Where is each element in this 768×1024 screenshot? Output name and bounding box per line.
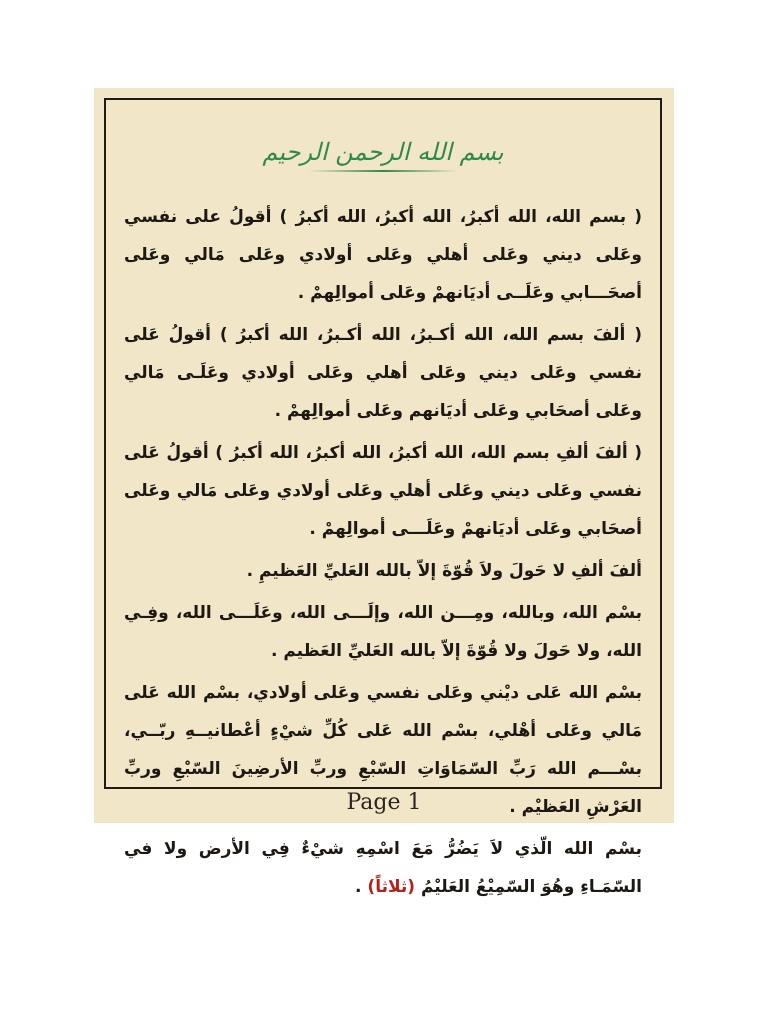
page-number: Page 1 (346, 790, 422, 815)
paragraph-text: بسْم الله الّذي لاَ يَضُرُّ مَعَ اسْمِهِ شيْءٌ فِي الأرض ولا في السّمَـاءِ وهُوَ السّمِيْعُ العَليْمُ (124, 839, 642, 897)
repeat-note: (ثلاثاً) (367, 877, 416, 897)
paragraph-text: ( ألفَ ألفِ بسم الله، الله أكبرُ، الله أكبرُ، الله أكبرُ ) أقولُ عَلى نفسي وعَلى ديني وعَلى أهلي وعَلى أولادي وعَلى مَالي وعَلى أصحَابي وعَلى أديَانهمْ وعَلَـــى أموالِهمْ . (124, 443, 642, 539)
paragraph (124, 434, 642, 548)
calligraphy-flourish (308, 170, 458, 172)
paragraph-end: . (355, 877, 362, 897)
paragraph (124, 198, 642, 312)
paragraph (124, 552, 642, 590)
scanned-page (94, 88, 674, 897)
paragraph-text: ( ألفَ بسم الله، الله أكـبرُ، الله أكـبرُ، الله أكبرُ ) أقولُ عَلى نفسي وعَلى ديني وعَلى أهلي وعَلى أولادي وعَلَـى مَالي وعَلى أصحَابي وعَلى أديَانهم وعَلى أموالِهمْ . (124, 325, 642, 421)
paragraph-text: بسْم الله، وبالله، ومِـــن الله، وإلَـــى الله، وعَلَـــى الله، وفِـي الله، ولا حَولَ ولا قُوّةَ إلاّ بالله العَليِّ العَظيم . (124, 603, 642, 661)
basmala-header (106, 138, 660, 172)
paragraph (124, 594, 642, 670)
paragraph (124, 316, 642, 430)
paragraph-text: بسْم الله عَلى ديْني وعَلى نفسي وعَلى أولادي، بسْم الله عَلى مَالي وعَلى أهْلي، بسْم الله عَلى كُلِّ شيْءٍ أعْطانيــهِ ربّــي، بسْـــم الله رَبِّ السّمَاوَاتِ السّبْعِ وربِّ الأرضِينَ السّبْعِ وربِّ العَرْشِ العَظيْم . (124, 683, 642, 817)
paragraph (124, 830, 642, 906)
paragraph-text: ألفَ ألفِ لا حَولَ ولاَ قُوّةَ إلاّ بالله العَليِّ العَظيمِ . (246, 561, 642, 581)
basmala-text: بسم الله الرحمن الرحيم (262, 138, 504, 166)
paragraph-text: ( بسم الله، الله أكبرُ، الله أكبرُ، الله أكبرُ ) أقولُ على نفسي وعَلى ديني وعَلى أهلي وعَلى أولادي وعَلى مَالي وعَلى أصحَـــابي وعَلَــى أديَانهمْ وعَلى أموالِهمْ . (124, 207, 642, 303)
